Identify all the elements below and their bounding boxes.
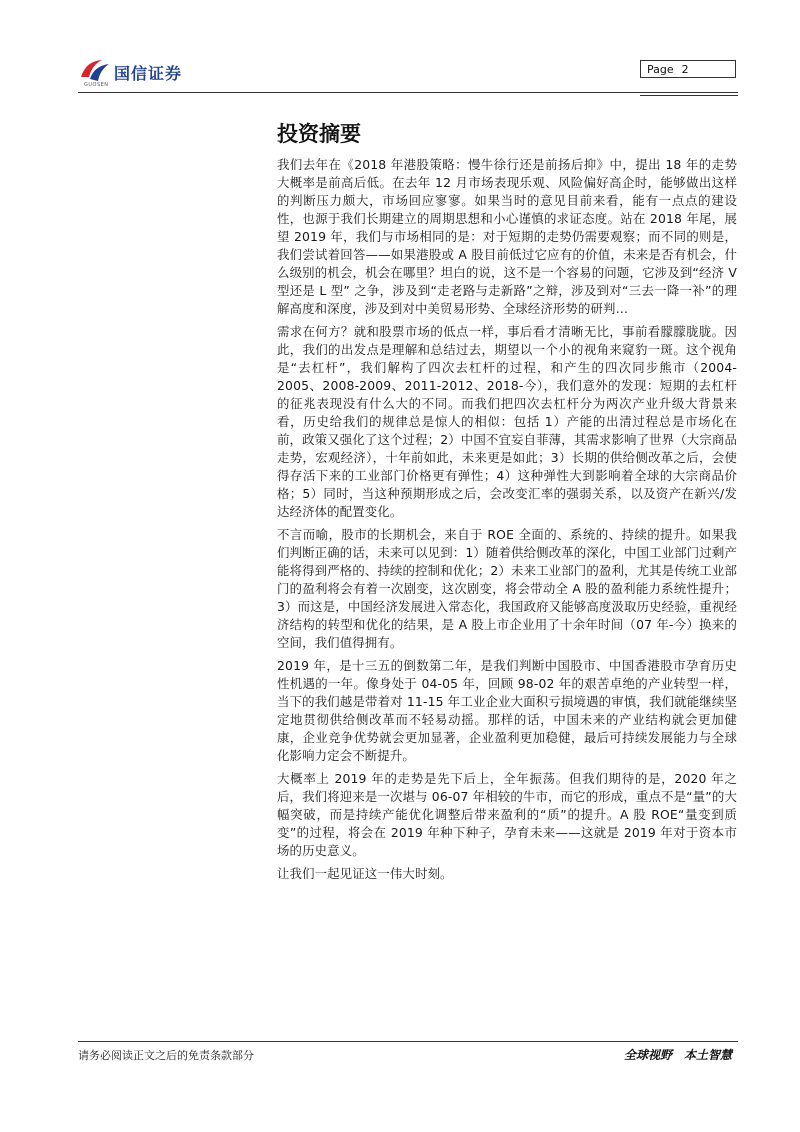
footer-disclaimer: 请务必阅读正文之后的免责条款部分: [78, 1049, 254, 1062]
company-name-en: GUOSEN: [84, 82, 109, 88]
paragraph-5: 大概率上 2019 年的走势是先下后上，全年振荡。但我们期待的是，2020 年之后，我们将迎来是一次堪与 06-07 年相较的牛市，而它的形成，重点不是“量”的大幅突破，而是持续产能优化调整后带来盈利的“质”的提升。A 股 ROE“量变到质变”的过程，将会在 2019 年种下种子，孕育未来——这就是 2019 年对于资本市场的历史意义。: [277, 771, 737, 858]
page-indicator: [640, 60, 736, 78]
paragraph-6: 让我们一起见证这一伟大时刻。: [277, 866, 453, 881]
page-number: 2: [681, 63, 689, 76]
summary-body: [277, 156, 737, 888]
paragraph-2: 需求在何方？就和股票市场的低点一样，事后看才清晰无比，事前看朦朦胧胧。因此，我们的出发点是理解和总结过去，期望以一个小的视角来窥豹一斑。这个视角是“去杠杆”，我们解构了四次去杠杆的过程，和产生的四次同步熊市（2004-2005、2008-2009、2011-2012、2018-今），我们意外的发现：短期的去杠杆的征兆表现没有什么大的不同。而我们把四次去杠杆分为两次产业升级大背景来看，历史给我们的规律总是惊人的相似：包括 1）产能的出清过程总是市场化在前，政策又强化了这个过程；2）中国不宜妄自菲薄，其需求影响了世界（大宗商品走势，宏观经济），十年前如此，未来更是如此；3）长期的供给侧改革之后，会使得存活下来的工业部门价格更有弹性；4）这种弹性大到影响着全球的大宗商品价格；5）同时，当这种预期形成之后，会改变汇率的强弱关系，以及资产在新兴/发达经济体的配置变化。: [277, 324, 737, 519]
company-name: 国信证券: [114, 64, 183, 83]
paragraph-1: 我们去年在《2018 年港股策略：慢牛徐行还是前扬后抑》中，提出 18 年的走势大概率是前高后低。在去年 12 月市场表现乐观、风险偏好高企时，能够做出这样的判断压力颇大，市场回应寥寥。如果当时的意见目前来看，能有一点点的建设性，也源于我们长期建立的周期思想和小心谨慎的求证态度。站在 2018 年尾，展望 2019 年，我们与市场相同的是：对于短期的走势仍需要观察；而不同的则是，我们尝试着回答——如果港股或 A 股目前低过它应有的价值，未来是否有机会，什么级别的机会，机会在哪里？坦白的说，这不是一个容易的问题，它涉及到“经济 V 型还是 L 型” 之争，涉及到“走老路与走新路”之辩，涉及到对“三去一降一补”的理解高度和深度，涉及到对中美贸易形势、全球经济形势的研判…: [277, 157, 737, 316]
company-logo: [78, 55, 208, 87]
page-label: Page: [647, 63, 674, 76]
footer-divider: [78, 1041, 738, 1042]
header-divider-short: [640, 95, 738, 96]
guosen-logo-icon: [78, 57, 112, 83]
header-divider: [78, 92, 738, 93]
paragraph-4: 2019 年，是十三五的倒数第二年，是我们判断中国股市、中国香港股市孕育历史性机遇的一年。像身处于 04-05 年，回顾 98-02 年的艰苦卓绝的产业转型一样，当下的我们越是带着对 11-15 年工业企业大面积亏损境遇的审慎，我们就能继续坚定地贯彻供给侧改革而不轻易动摇。那样的话，中国未来的产业结构就会更加健康，企业竞争优势就会更加显著，企业盈利更加稳健，最后可持续发展能力与全球化影响力定会不断提升。: [277, 658, 737, 763]
footer-slogan: 全球视野 本土智慧: [624, 1048, 733, 1062]
page-title: 投资摘要: [277, 122, 361, 146]
paragraph-3: 不言而喻，股市的长期机会，来自于 ROE 全面的、系统的、持续的提升。如果我们判断正确的话，未来可以见到：1）随着供给侧改革的深化，中国工业部门过剩产能将得到严格的、持续的控制和优化；2）未来工业部门的盈利，尤其是传统工业部门的盈利将会有着一次剧变，这次剧变，将会带动全 A 股的盈利能力系统性提升；3）而这是，中国经济发展进入常态化，我国政府又能够高度汲取历史经验，重视经济结构的转型和优化的结果，是 A 股上市企业用了十余年时间（07 年-今）换来的空间，我们值得拥有。: [277, 527, 737, 650]
